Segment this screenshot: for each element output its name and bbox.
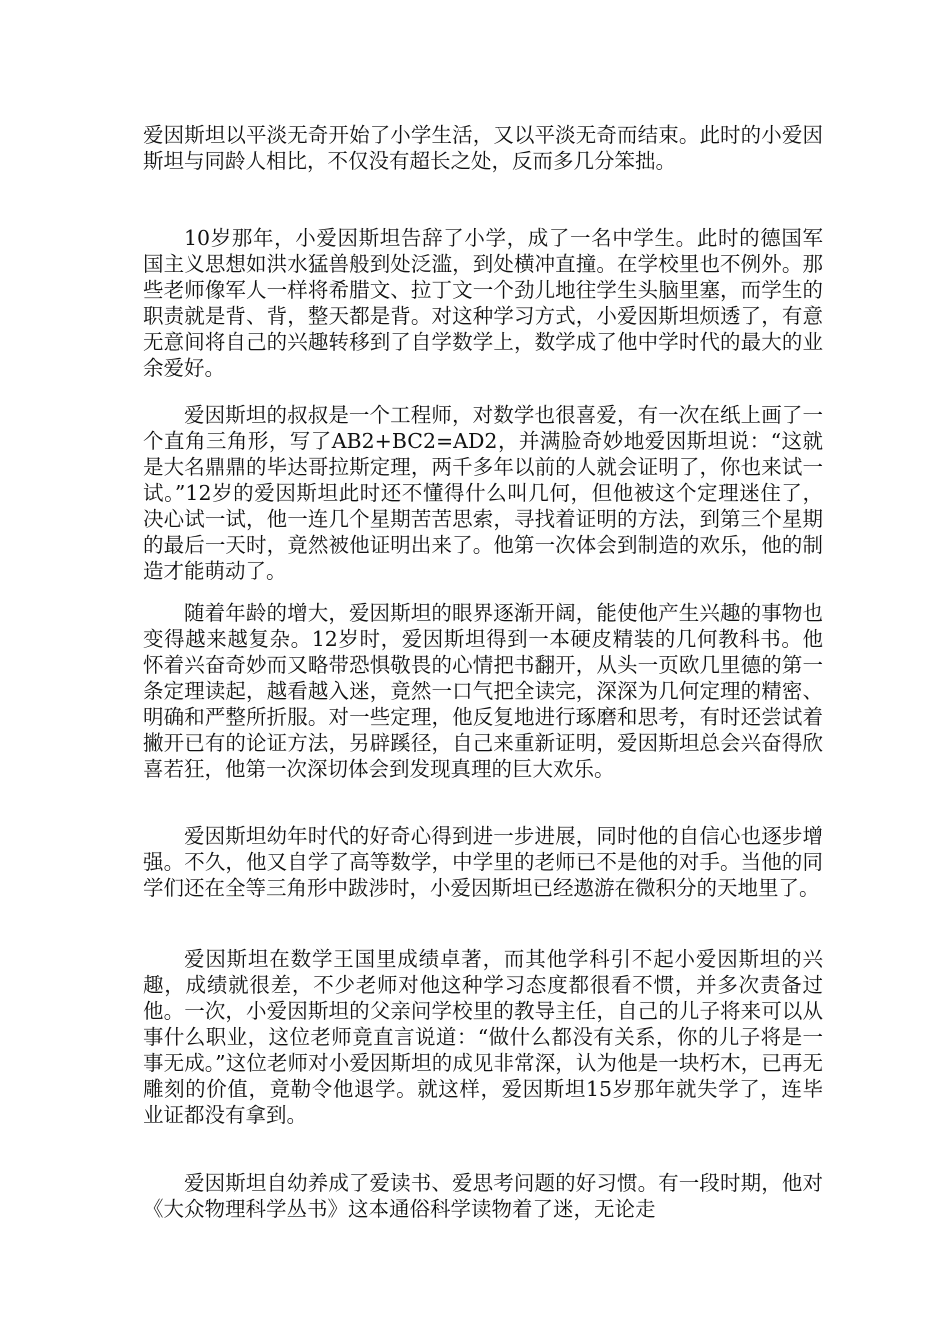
paragraph-6: 爱因斯坦在数学王国里成绩卓著，而其他学科引不起小爱因斯坦的兴趣，成绩就很差，不少老师对他这种学习态度都很看不惯，并多次责备过他。一次，小爱因斯坦的父亲问学校里的教导主任，自己的儿子将来可以从事什么职业，这位老师竟直言说道：“做什么都没有关系，你的儿子将是一事无成。”这位老师对小爱因斯坦的成见非常深，认为他是一块朽木，已再无雕刻的价值，竟勒令他退学。就这样，爱因斯坦15岁那年就失学了，连毕业证都没有拿到。	[143, 947, 823, 1127]
paragraph-2: 10岁那年，小爱因斯坦告辞了小学，成了一名中学生。此时的德国军国主义思想如洪水猛兽般到处泛滥，到处横冲直撞。在学校里也不例外。那些老师像军人一样将希腊文、拉丁文一个劲儿地往学生头脑里塞，而学生的职责就是背、背，整天都是背。对这种学习方式，小爱因斯坦烦透了，有意无意间将自己的兴趣转移到了自学数学上，数学成了他中学时代的最大的业余爱好。	[143, 226, 823, 380]
paragraph-1: 爱因斯坦以平淡无奇开始了小学生活，又以平淡无奇而结束。此时的小爱因斯坦与同龄人相比，不仅没有超长之处，反而多几分笨拙。	[143, 123, 823, 173]
paragraph-4: 随着年龄的增大，爱因斯坦的眼界逐渐开阔，能使他产生兴趣的事物也变得越来越复杂。12岁时，爱因斯坦得到一本硬皮精装的几何教科书。他怀着兴奋奇妙而又略带恐惧敬畏的心情把书翻开，从头一页欧几里德的第一条定理读起，越看越入迷，竟然一口气把全读完，深深为几何定理的精密、明确和严整所折服。对一些定理，他反复地进行琢磨和思考，有时还尝试着撇开已有的论证方法，另辟蹊径，自己来重新证明，爱因斯坦总会兴奋得欣喜若狂，他第一次深切体会到发现真理的巨大欢乐。	[143, 601, 823, 781]
paragraph-3: 爱因斯坦的叔叔是一个工程师，对数学也很喜爱，有一次在纸上画了一个直角三角形，写了AB2+BC2=AD2，并满脸奇妙地爱因斯坦说：“这就是大名鼎鼎的毕达哥拉斯定理，两千多年以前的人就会证明了，你也来试一试。”12岁的爱因斯坦此时还不懂得什么叫几何，但他被这个定理迷住了，决心试一试，他一连几个星期苦苦思索，寻找着证明的方法，到第三个星期的最后一天时，竟然被他证明出来了。他第一次体会到制造的欢乐，他的制造才能萌动了。	[143, 403, 823, 583]
paragraph-7: 爱因斯坦自幼养成了爱读书、爱思考问题的好习惯。有一段时期，他对《大众物理科学丛书》这本通俗科学读物着了迷，无论走	[143, 1171, 823, 1221]
paragraph-5: 爱因斯坦幼年时代的好奇心得到进一步进展，同时他的自信心也逐步增强。不久，他又自学了高等数学，中学里的老师已不是他的对手。当他的同学们还在全等三角形中跋涉时，小爱因斯坦已经遨游在微积分的天地里了。	[143, 824, 823, 900]
